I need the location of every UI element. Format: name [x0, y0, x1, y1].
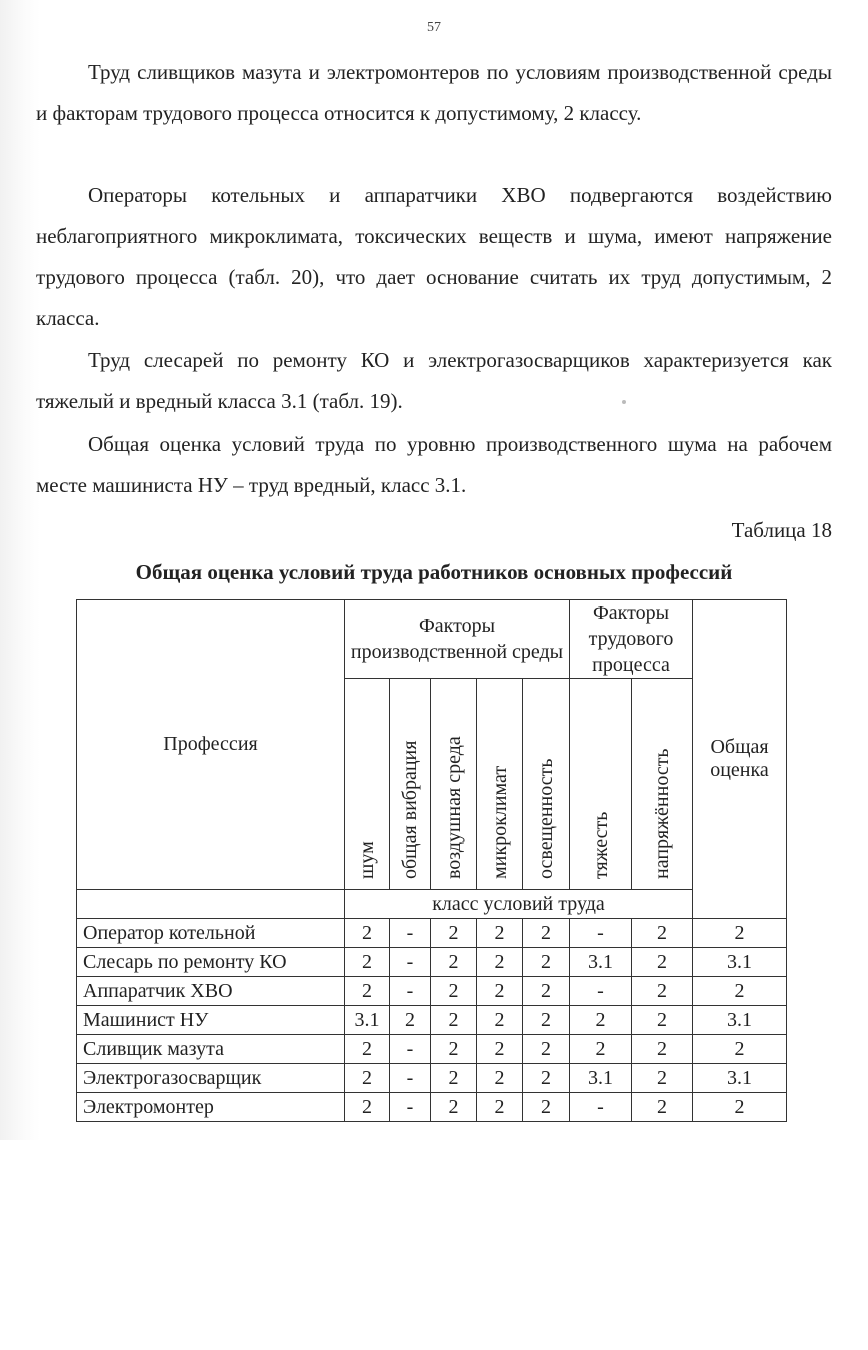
cell-value: 2 — [431, 1093, 477, 1122]
cell-value: 2 — [632, 1006, 693, 1035]
header-profession: Профессия — [77, 600, 345, 890]
cell-value: - — [390, 919, 431, 948]
cell-value: - — [390, 1064, 431, 1093]
cell-overall: 2 — [693, 1035, 787, 1064]
header-vibration-label: общая вибрация — [399, 740, 421, 879]
cell-value: 2 — [431, 948, 477, 977]
cell-overall: 3.1 — [693, 1064, 787, 1093]
header-overall: Общая оценка — [693, 600, 787, 919]
cell-value: 2 — [523, 977, 570, 1006]
table-row — [77, 948, 787, 977]
cell-value: 2 — [477, 1006, 523, 1035]
cell-value: 2 — [431, 977, 477, 1006]
cell-value: 2 — [431, 1035, 477, 1064]
header-lighting — [523, 679, 570, 890]
header-tension-label: напряжённость — [651, 748, 673, 879]
cell-value: - — [390, 977, 431, 1006]
paragraph-1: Труд сливщиков мазута и электромонтеров по условиям производственной среды и факторам трудового процесса относится к допустимому, 2 классу. — [36, 60, 832, 125]
cell-value: - — [570, 1093, 632, 1122]
paragraph-2: Операторы котельных и аппаратчики ХВО подвергаются воздействию неблагоприятного микроклимата, токсических веществ и шума, имеют напряжение трудового процесса (табл. 20), что дает основание считать их труд допустимым, 2 класса. — [36, 183, 832, 330]
cell-value: 2 — [632, 919, 693, 948]
row-profession: Электрогазосварщик — [77, 1064, 345, 1093]
cell-value: 2 — [632, 1064, 693, 1093]
cell-value: 2 — [431, 1006, 477, 1035]
row-profession: Слесарь по ремонту КО — [77, 948, 345, 977]
cell-value: 2 — [632, 977, 693, 1006]
row-profession: Машинист НУ — [77, 1006, 345, 1035]
header-lighting-label: освещенность — [535, 758, 557, 879]
cell-value: 2 — [390, 1006, 431, 1035]
cell-value: 2 — [523, 1064, 570, 1093]
header-severity-label: тяжесть — [589, 811, 612, 879]
cell-value: 2 — [345, 977, 390, 1006]
cell-value: - — [570, 977, 632, 1006]
cell-value: 2 — [523, 919, 570, 948]
cell-value: 2 — [477, 919, 523, 948]
header-air-label: воздушная среда — [442, 736, 465, 879]
header-microclimate — [477, 679, 523, 890]
cell-value: - — [570, 919, 632, 948]
scan-speck — [622, 400, 626, 404]
cell-value: 2 — [632, 948, 693, 977]
page-number: 57 — [427, 20, 441, 35]
header-group-environment: Факторы производственной среды — [345, 600, 570, 679]
cell-value: 2 — [477, 948, 523, 977]
header-class-row: класс условий труда — [345, 890, 693, 919]
cell-value: 2 — [431, 919, 477, 948]
header-noise-label: шум — [356, 841, 378, 879]
cell-value: 2 — [477, 977, 523, 1006]
cell-value: 2 — [477, 1064, 523, 1093]
assessment-table — [76, 599, 787, 1122]
row-profession: Аппаратчик ХВО — [77, 977, 345, 1006]
header-noise — [345, 679, 390, 890]
cell-value: - — [390, 948, 431, 977]
cell-value: 2 — [345, 1064, 390, 1093]
cell-value: 2 — [345, 1035, 390, 1064]
cell-value: 2 — [523, 1035, 570, 1064]
table-row — [77, 977, 787, 1006]
cell-value: 2 — [632, 1093, 693, 1122]
cell-overall: 2 — [693, 1093, 787, 1122]
cell-value: 2 — [570, 1035, 632, 1064]
cell-overall: 2 — [693, 977, 787, 1006]
cell-value: 2 — [523, 1093, 570, 1122]
header-profession-spacer — [77, 890, 345, 919]
cell-value: - — [390, 1035, 431, 1064]
table-title: Общая оценка условий труда работников основных профессий — [135, 560, 733, 584]
cell-overall: 2 — [693, 919, 787, 948]
header-vibration — [390, 679, 431, 890]
table-row — [77, 1064, 787, 1093]
table-row — [77, 1006, 787, 1035]
row-profession: Сливщик мазута — [77, 1035, 345, 1064]
table-row — [77, 919, 787, 948]
cell-value: 2 — [477, 1093, 523, 1122]
cell-value: 2 — [523, 1006, 570, 1035]
cell-value: 3.1 — [570, 1064, 632, 1093]
table-row — [77, 1035, 787, 1064]
cell-value: 2 — [345, 919, 390, 948]
cell-value: 2 — [345, 1093, 390, 1122]
header-microclimate-label: микроклимат — [488, 765, 511, 879]
cell-value: 2 — [632, 1035, 693, 1064]
cell-value: - — [390, 1093, 431, 1122]
cell-value: 3.1 — [570, 948, 632, 977]
cell-value: 2 — [570, 1006, 632, 1035]
cell-value: 2 — [477, 1035, 523, 1064]
cell-value: 2 — [431, 1064, 477, 1093]
table-row — [77, 1093, 787, 1122]
header-air — [431, 679, 477, 890]
cell-overall: 3.1 — [693, 948, 787, 977]
paragraph-3: Труд слесарей по ремонту КО и электрогазосварщиков характеризуется как тяжелый и вредный класса 3.1 (табл. 19). — [36, 348, 832, 413]
row-profession: Оператор котельной — [77, 919, 345, 948]
cell-overall: 3.1 — [693, 1006, 787, 1035]
cell-value: 3.1 — [345, 1006, 390, 1035]
row-profession: Электромонтер — [77, 1093, 345, 1122]
header-group-process: Факторы трудового процесса — [570, 600, 693, 679]
cell-value: 2 — [345, 948, 390, 977]
cell-value: 2 — [523, 948, 570, 977]
paragraph-4: Общая оценка условий труда по уровню производственного шума на рабочем месте машиниста НУ – труд вредный, класс 3.1. — [36, 432, 832, 497]
header-severity — [570, 679, 632, 890]
table-caption: Таблица 18 — [731, 518, 832, 542]
header-tension — [632, 679, 693, 890]
